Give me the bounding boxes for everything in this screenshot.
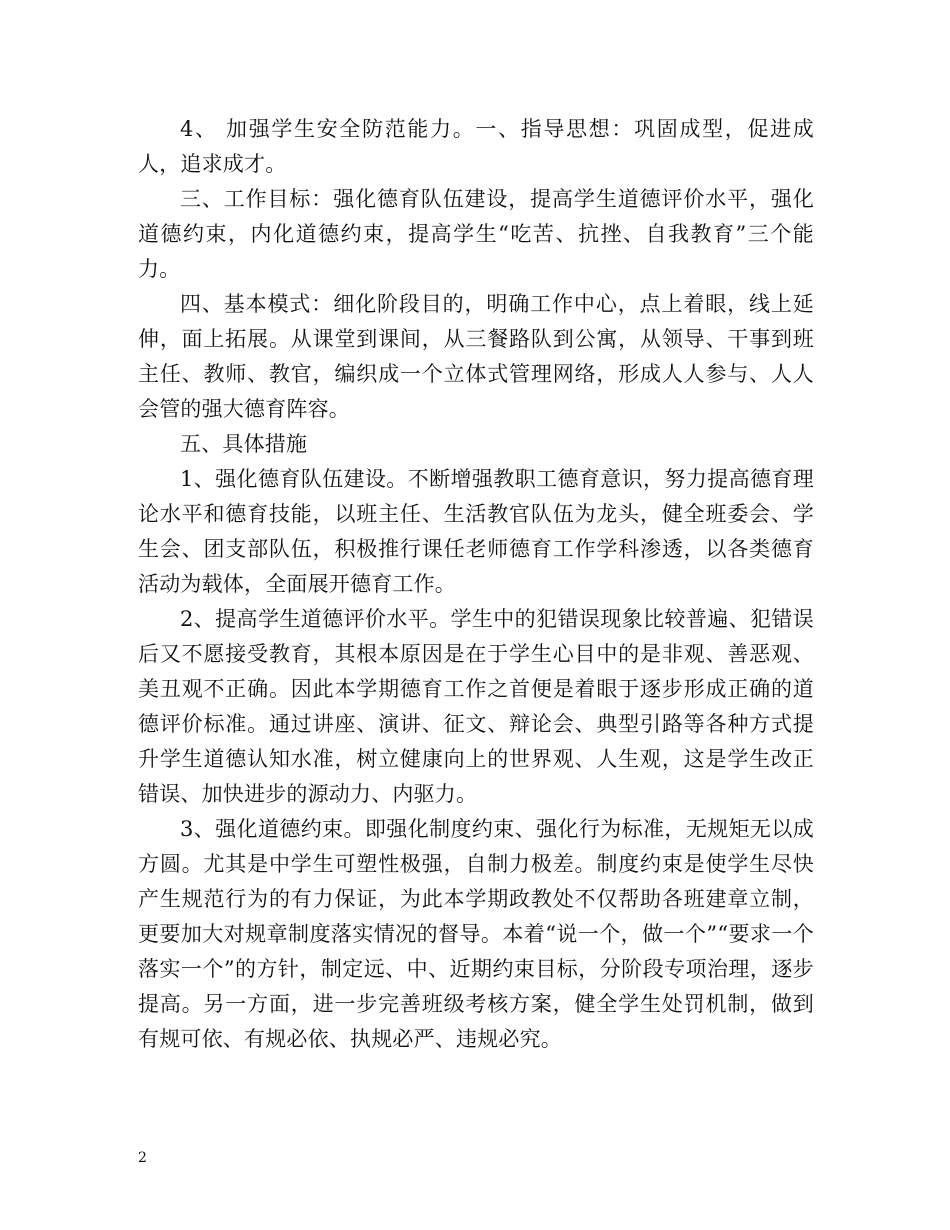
page-number: 2 bbox=[138, 1150, 147, 1166]
paragraph-6: 2、提高学生道德评价水平。学生中的犯错误现象比较普遍、犯错误后又不愿接受教育，其根本原因是在于学生心目中的是非观、善恶观、美丑观不正确。因此本学期德育工作之首便是着眼于逐步形成正确的道德评价标准。通过讲座、演讲、征文、辩论会、典型引路等各种方式提升学生道德认知水准，树立健康向上的世界观、人生观，这是学生改正错误、加快进步的源动力、内驱力。 bbox=[138, 607, 814, 806]
paragraph-4: 五、具体措施 bbox=[180, 432, 308, 456]
paragraph-5: 1、强化德育队伍建设。不断增强教职工德育意识，努力提高德育理论水平和德育技能，以班主任、生活教官队伍为龙头，健全班委会、学生会、团支部队伍，积极推行课任老师德育工作学科渗透，以各类德育活动为载体，全面展开德育工作。 bbox=[138, 467, 814, 596]
body-text bbox=[138, 112, 814, 1057]
paragraph-2: 三、工作目标：强化德育队伍建设，提高学生道德评价水平，强化道德约束，内化道德约束，提高学生“吃苦、抗挫、自我教育”三个能力。 bbox=[138, 187, 814, 281]
paragraph-7: 3、强化道德约束。即强化制度约束、强化行为标准，无规矩无以成方圆。尤其是中学生可塑性极强，自制力极差。制度约束是使学生尽快产生规范行为的有力保证，为此本学期政教处不仅帮助各班建章立制，更要加大对规章制度落实情况的督导。本着“说一个，做一个”“要求一个落实一个”的方针，制定远、中、近期约束目标，分阶段专项治理，逐步提高。另一方面，进一步完善班级考核方案，健全学生处罚机制，做到有规可依、有规必依、执规必严、违规必究。 bbox=[138, 817, 814, 1051]
paragraph-1: 4、 加强学生安全防范能力。一、指导思想：巩固成型，促进成人，追求成才。 bbox=[138, 117, 814, 176]
paragraph-3: 四、基本模式：细化阶段目的，明确工作中心，点上着眼，线上延伸，面上拓展。从课堂到课间，从三餐路队到公寓，从领导、干事到班主任、教师、教官，编织成一个立体式管理网络，形成人人参与、人人会管的强大德育阵容。 bbox=[138, 292, 814, 421]
